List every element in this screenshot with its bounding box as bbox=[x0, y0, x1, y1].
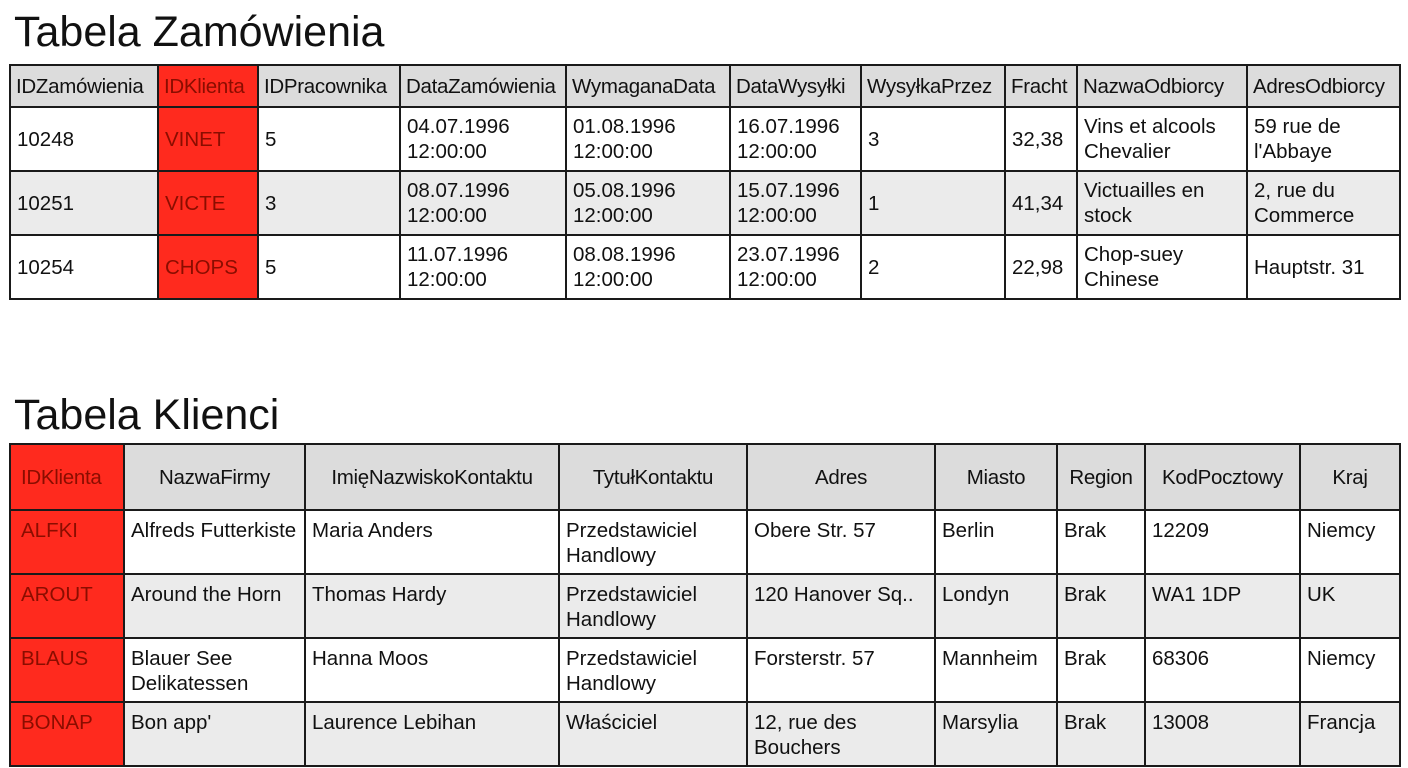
client-id-cell: AROUT bbox=[10, 574, 124, 638]
orders-header-row bbox=[10, 65, 1400, 107]
order-employee-id-cell: 5 bbox=[258, 235, 400, 299]
client-country-cell: Niemcy bbox=[1300, 510, 1400, 574]
client-id-cell: BLAUS bbox=[10, 638, 124, 702]
order-required-date-cell: 05.08.1996 12:00:00 bbox=[566, 171, 730, 235]
client-city-cell: Marsylia bbox=[935, 702, 1057, 766]
clients-col-tytul: TytułKontaktu bbox=[559, 444, 747, 510]
client-region-cell: Brak bbox=[1057, 510, 1145, 574]
orders-row bbox=[10, 235, 1400, 299]
order-ship-address-cell: Hauptstr. 31 bbox=[1247, 235, 1400, 299]
client-title-cell: Przedstawiciel Handlowy bbox=[559, 510, 747, 574]
client-country-cell: Niemcy bbox=[1300, 638, 1400, 702]
clients-col-nazwafirmy: NazwaFirmy bbox=[124, 444, 305, 510]
orders-col-adresodbiorcy: AdresOdbiorcy bbox=[1247, 65, 1400, 107]
order-id-cell: 10251 bbox=[10, 171, 158, 235]
clients-row bbox=[10, 574, 1400, 638]
order-employee-id-cell: 5 bbox=[258, 107, 400, 171]
client-country-cell: UK bbox=[1300, 574, 1400, 638]
client-postal-cell: 12209 bbox=[1145, 510, 1300, 574]
client-address-cell: Forsterstr. 57 bbox=[747, 638, 935, 702]
order-ship-name-cell: Vins et alcools Chevalier bbox=[1077, 107, 1247, 171]
order-freight-cell: 41,34 bbox=[1005, 171, 1077, 235]
orders-table-title: Tabela Zamówienia bbox=[14, 8, 385, 56]
client-id-cell: BONAP bbox=[10, 702, 124, 766]
orders-table bbox=[9, 64, 1401, 300]
clients-col-miasto: Miasto bbox=[935, 444, 1057, 510]
client-address-cell: 12, rue des Bouchers bbox=[747, 702, 935, 766]
client-address-cell: 120 Hanover Sq.. bbox=[747, 574, 935, 638]
order-ship-name-cell: Chop-suey Chinese bbox=[1077, 235, 1247, 299]
clients-col-region: Region bbox=[1057, 444, 1145, 510]
client-city-cell: Berlin bbox=[935, 510, 1057, 574]
orders-col-fracht: Fracht bbox=[1005, 65, 1077, 107]
client-company-cell: Around the Horn bbox=[124, 574, 305, 638]
client-region-cell: Brak bbox=[1057, 638, 1145, 702]
orders-col-idzamowienia: IDZamówienia bbox=[10, 65, 158, 107]
clients-row bbox=[10, 702, 1400, 766]
order-ship-via-cell: 1 bbox=[861, 171, 1005, 235]
order-ship-via-cell: 2 bbox=[861, 235, 1005, 299]
client-company-cell: Bon app' bbox=[124, 702, 305, 766]
orders-col-datawysylki: DataWysyłki bbox=[730, 65, 861, 107]
clients-row bbox=[10, 638, 1400, 702]
client-postal-cell: 68306 bbox=[1145, 638, 1300, 702]
client-title-cell: Właściciel bbox=[559, 702, 747, 766]
order-id-cell: 10254 bbox=[10, 235, 158, 299]
order-ship-name-cell: Victuailles en stock bbox=[1077, 171, 1247, 235]
order-client-id-cell: VICTE bbox=[158, 171, 258, 235]
order-shipped-date-cell: 23.07.1996 12:00:00 bbox=[730, 235, 861, 299]
client-id-cell: ALFKI bbox=[10, 510, 124, 574]
clients-row bbox=[10, 510, 1400, 574]
order-required-date-cell: 01.08.1996 12:00:00 bbox=[566, 107, 730, 171]
client-country-cell: Francja bbox=[1300, 702, 1400, 766]
client-company-cell: Blauer See Delikatessen bbox=[124, 638, 305, 702]
orders-row bbox=[10, 171, 1400, 235]
order-shipped-date-cell: 16.07.1996 12:00:00 bbox=[730, 107, 861, 171]
orders-col-nazwaodbiorcy: NazwaOdbiorcy bbox=[1077, 65, 1247, 107]
clients-col-adres: Adres bbox=[747, 444, 935, 510]
client-title-cell: Przedstawiciel Handlowy bbox=[559, 574, 747, 638]
order-id-cell: 10248 bbox=[10, 107, 158, 171]
clients-col-kontakt: ImięNazwiskoKontaktu bbox=[305, 444, 559, 510]
client-region-cell: Brak bbox=[1057, 574, 1145, 638]
orders-col-wysylkaprzez: WysyłkaPrzez bbox=[861, 65, 1005, 107]
clients-col-idklienta: IDKlienta bbox=[10, 444, 124, 510]
clients-table-title: Tabela Klienci bbox=[14, 391, 280, 439]
client-contact-cell: Hanna Moos bbox=[305, 638, 559, 702]
order-shipped-date-cell: 15.07.1996 12:00:00 bbox=[730, 171, 861, 235]
client-postal-cell: WA1 1DP bbox=[1145, 574, 1300, 638]
orders-col-idpracownika: IDPracownika bbox=[258, 65, 400, 107]
order-employee-id-cell: 3 bbox=[258, 171, 400, 235]
orders-col-idklienta: IDKlienta bbox=[158, 65, 258, 107]
order-date-cell: 08.07.1996 12:00:00 bbox=[400, 171, 566, 235]
client-title-cell: Przedstawiciel Handlowy bbox=[559, 638, 747, 702]
order-ship-address-cell: 59 rue de l'Abbaye bbox=[1247, 107, 1400, 171]
order-date-cell: 11.07.1996 12:00:00 bbox=[400, 235, 566, 299]
order-freight-cell: 32,38 bbox=[1005, 107, 1077, 171]
client-city-cell: Londyn bbox=[935, 574, 1057, 638]
order-client-id-cell: CHOPS bbox=[158, 235, 258, 299]
order-ship-address-cell: 2, rue du Commerce bbox=[1247, 171, 1400, 235]
client-contact-cell: Thomas Hardy bbox=[305, 574, 559, 638]
client-contact-cell: Maria Anders bbox=[305, 510, 559, 574]
client-region-cell: Brak bbox=[1057, 702, 1145, 766]
clients-table bbox=[9, 443, 1401, 767]
clients-col-kraj: Kraj bbox=[1300, 444, 1400, 510]
order-client-id-cell: VINET bbox=[158, 107, 258, 171]
client-company-cell: Alfreds Futterkiste bbox=[124, 510, 305, 574]
orders-row bbox=[10, 107, 1400, 171]
client-postal-cell: 13008 bbox=[1145, 702, 1300, 766]
order-freight-cell: 22,98 bbox=[1005, 235, 1077, 299]
orders-col-wymaganadata: WymaganaData bbox=[566, 65, 730, 107]
order-required-date-cell: 08.08.1996 12:00:00 bbox=[566, 235, 730, 299]
client-contact-cell: Laurence Lebihan bbox=[305, 702, 559, 766]
client-address-cell: Obere Str. 57 bbox=[747, 510, 935, 574]
orders-col-datazamowienia: DataZamówienia bbox=[400, 65, 566, 107]
order-date-cell: 04.07.1996 12:00:00 bbox=[400, 107, 566, 171]
clients-header-row bbox=[10, 444, 1400, 510]
client-city-cell: Mannheim bbox=[935, 638, 1057, 702]
order-ship-via-cell: 3 bbox=[861, 107, 1005, 171]
clients-col-kodpocztowy: KodPocztowy bbox=[1145, 444, 1300, 510]
